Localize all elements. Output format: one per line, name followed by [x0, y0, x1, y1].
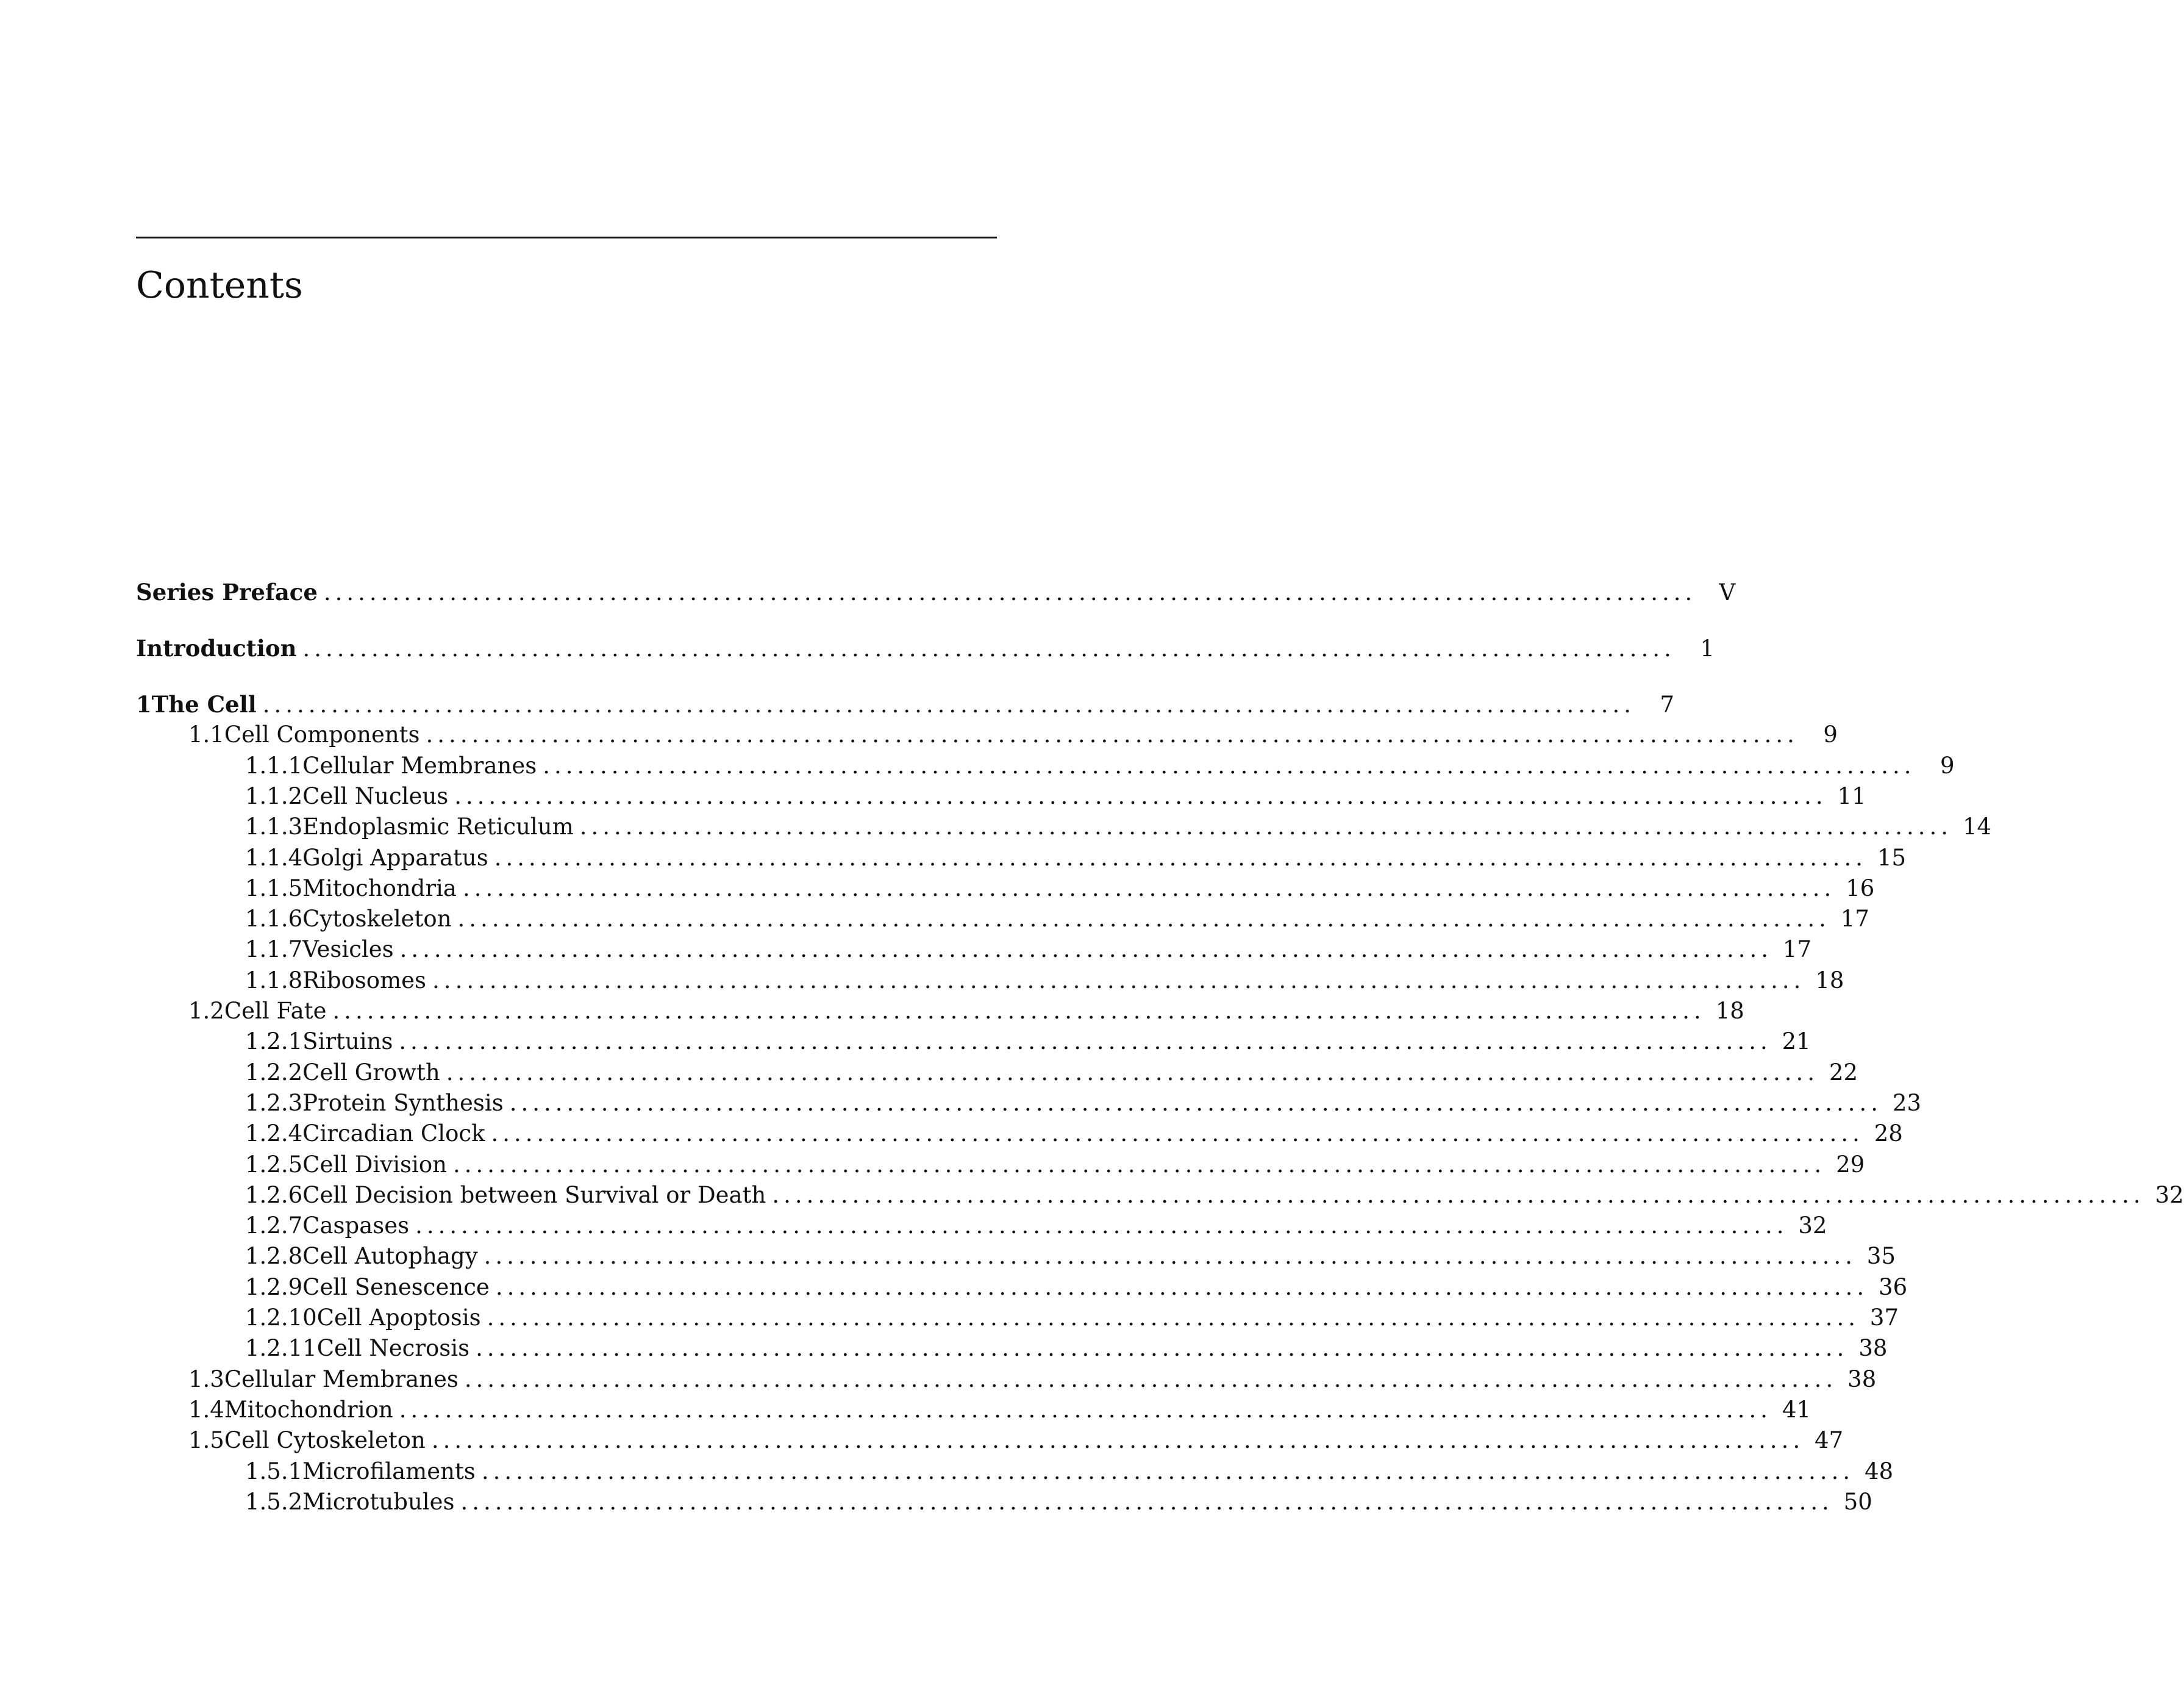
toc-entry-title: Cell Nucleus [302, 782, 449, 809]
toc-entry-title: Cell Apoptosis [316, 1305, 481, 1331]
toc-entry-title: Caspases [302, 1212, 410, 1239]
toc-entry-title: Cellular Membranes [302, 752, 537, 779]
toc-entry-number: 1.5.1 [245, 1458, 303, 1484]
toc-entry-number: 1.2.10 [245, 1305, 317, 1331]
toc-entry[interactable] [136, 633, 1715, 664]
dot-leader: ........................................................................................................................ [491, 1120, 1864, 1147]
toc-entry-title: Endoplasmic Reticulum [302, 814, 574, 840]
toc-entry-page: V [1719, 579, 1736, 606]
toc-entry-title: Cell Division [302, 1151, 447, 1178]
toc-entry-page: 14 [1962, 814, 1992, 840]
toc-entry-number: 1.1.5 [245, 875, 303, 901]
dot-leader: ........................................................................................................................ [457, 906, 1830, 932]
toc-entry[interactable] [245, 1026, 1811, 1057]
toc-entry-number: 1.1 [188, 721, 224, 748]
toc-entry-page: 38 [1847, 1365, 1877, 1392]
toc-entry-page: 41 [1782, 1396, 1811, 1423]
toc-entry-number: 1.2.6 [245, 1181, 303, 1208]
toc-entry[interactable] [245, 873, 1875, 904]
toc-entry-title: Cell Autophagy [302, 1243, 478, 1270]
dot-leader: ........................................................................................................................ [415, 1212, 1788, 1239]
toc-entry-number: 1.2.8 [245, 1243, 303, 1270]
dot-leader: ........................................................................................................................ [579, 814, 1953, 840]
toc-entry-number: 1.1.1 [245, 752, 303, 779]
toc-entry[interactable] [245, 1333, 1888, 1364]
toc-entry-page: 32 [1798, 1212, 1827, 1239]
toc-entry-page: 37 [1869, 1305, 1899, 1331]
toc-entry-page: 35 [1866, 1243, 1896, 1270]
toc-entry-title: Introduction [136, 635, 297, 662]
toc-entry-number: 1.5 [188, 1427, 224, 1454]
dot-leader: ........................................................................................................................ [399, 1028, 1772, 1055]
toc-entry-number: 1.2.5 [245, 1151, 303, 1178]
dot-leader: ........................................................................................................................ [452, 1151, 1826, 1178]
toc-entry-title: Cytoskeleton [302, 906, 452, 932]
dot-leader: ........................................................................................................................ [432, 967, 1805, 993]
dot-leader: ........................................................................................................................ [454, 782, 1827, 809]
toc-entry-page: 21 [1782, 1028, 1811, 1055]
toc-entry-number: 1.1.7 [245, 936, 303, 963]
dot-leader: ........................................................................................................................ [772, 1181, 2145, 1208]
page-title: Contents [136, 264, 303, 307]
toc-entry-number: 1.2.2 [245, 1059, 303, 1086]
toc-entry-page: 38 [1858, 1335, 1888, 1362]
toc-entry-page: 23 [1892, 1089, 1922, 1116]
toc-entry-page: 18 [1815, 967, 1844, 993]
toc-entry-title: Microtubules [302, 1488, 455, 1515]
dot-leader: ........................................................................................................................ [464, 1365, 1838, 1392]
toc-entry-page: 48 [1865, 1458, 1894, 1484]
toc-entry-number: 1.1.3 [245, 814, 303, 840]
toc-entry[interactable] [245, 1211, 1827, 1241]
toc-entry[interactable] [245, 1241, 1896, 1272]
toc-entry-page: 11 [1837, 782, 1866, 809]
dot-leader: ........................................................................................................................ [481, 1458, 1855, 1484]
toc-entry[interactable] [136, 577, 1736, 607]
toc-entry-title: Protein Synthesis [302, 1089, 504, 1116]
toc-entry-number: 1.1.6 [245, 906, 303, 932]
toc-entry-title: Cell Components [224, 721, 420, 748]
dot-leader: ........................................................................................................................ [509, 1089, 1883, 1116]
dot-leader: ........................................................................................................................ [494, 844, 1868, 871]
dot-leader: ........................................................................................................................ [495, 1273, 1869, 1300]
toc-entry-number: 1.2.3 [245, 1089, 303, 1116]
toc-entry-number: 1.2.9 [245, 1273, 303, 1300]
toc-entry-number: 1.2.11 [245, 1335, 317, 1362]
toc-entry-page: 1 [1700, 635, 1715, 662]
toc-entry-page: 17 [1840, 906, 1869, 932]
dot-leader: ........................................................................................................................ [426, 721, 1799, 748]
toc-entry[interactable] [188, 720, 1838, 750]
toc-entry-page: 9 [1823, 721, 1838, 748]
toc-entry-number: 1.1.8 [245, 967, 303, 993]
dot-leader: ........................................................................................................................ [399, 936, 1772, 963]
toc-entry-number: 1.3 [188, 1365, 224, 1392]
dot-leader: ........................................................................................................................ [446, 1059, 1819, 1086]
toc-entry[interactable] [245, 934, 1811, 965]
toc-entry-title: Circadian Clock [302, 1120, 485, 1147]
dot-leader: ........................................................................................................................ [543, 752, 1916, 779]
toc-entry-page: 32 [2155, 1181, 2184, 1208]
toc-entry-page: 15 [1877, 844, 1907, 871]
dot-leader: ........................................................................................................................ [399, 1396, 1772, 1423]
toc-entry-title: Microfilaments [302, 1458, 476, 1484]
toc-entry-page: 9 [1940, 752, 1955, 779]
dot-leader: ........................................................................................................................ [332, 998, 1705, 1024]
toc-entry-title: Cellular Membranes [224, 1365, 459, 1392]
toc-entry-page: 18 [1715, 998, 1744, 1024]
toc-entry-title: Ribosomes [302, 967, 427, 993]
toc-entry-number: 1.1.4 [245, 844, 303, 871]
toc-entry[interactable] [245, 812, 1992, 842]
toc-entry[interactable] [188, 1395, 1811, 1425]
toc-entry[interactable] [245, 1303, 1899, 1333]
toc-entry[interactable] [245, 1272, 1908, 1303]
toc-entry-title: Mitochondria [302, 875, 457, 901]
dot-leader: ........................................................................................................................ [262, 692, 1636, 718]
toc-entry[interactable] [188, 1425, 1844, 1456]
toc-entry[interactable] [245, 1150, 1865, 1180]
toc-entry-page: 36 [1879, 1273, 1908, 1300]
toc-entry-number: 1.5.2 [245, 1488, 303, 1515]
toc-entry-title: Golgi Apparatus [302, 844, 488, 871]
toc-entry-number: 1.1.2 [245, 782, 303, 809]
toc-entry-page: 29 [1836, 1151, 1865, 1178]
dot-leader: ........................................................................................................................ [460, 1488, 1833, 1515]
toc-entry-page: 22 [1829, 1059, 1858, 1086]
toc-entry[interactable] [245, 1456, 1894, 1487]
toc-entry-title: Sirtuins [302, 1028, 393, 1055]
toc-entry-page: 47 [1815, 1427, 1844, 1454]
toc-entry[interactable] [245, 751, 1955, 781]
dot-leader: ........................................................................................................................ [484, 1243, 1857, 1270]
toc-entry[interactable] [245, 781, 1866, 812]
dot-leader: ........................................................................................................................ [431, 1427, 1805, 1454]
dot-leader: ........................................................................................................................ [462, 875, 1836, 901]
toc-entry[interactable] [245, 1088, 1922, 1119]
toc-entry-page: 50 [1843, 1488, 1872, 1515]
toc-entry[interactable] [245, 1119, 1903, 1149]
dot-leader: ........................................................................................................................ [487, 1305, 1860, 1331]
toc-entry-number: 1.2.7 [245, 1212, 303, 1239]
toc-entry-title: Vesicles [302, 936, 394, 963]
toc-entry-page: 7 [1660, 692, 1675, 718]
dot-leader: ........................................................................................................................ [302, 635, 1675, 662]
toc-entry-title: Cell Decision between Survival or Death [302, 1181, 766, 1208]
dot-leader: ........................................................................................................................ [323, 579, 1697, 606]
toc-entry-number: 1.2.1 [245, 1028, 303, 1055]
toc-entry[interactable] [188, 1364, 1877, 1395]
toc-entry[interactable] [245, 1180, 2184, 1211]
toc-entry-title: Cell Senescence [302, 1273, 490, 1300]
toc-entry-title: The Cell [151, 691, 257, 718]
toc-entry-page: 17 [1782, 936, 1811, 963]
toc-entry[interactable] [188, 996, 1744, 1026]
toc-entry[interactable] [245, 904, 1869, 934]
toc-entry[interactable] [245, 1487, 1872, 1517]
toc-entry-title: Series Preface [136, 579, 318, 606]
dot-leader: ........................................................................................................................ [476, 1335, 1849, 1362]
toc-entry-title: Cell Growth [302, 1059, 440, 1086]
toc-entry-number: 1.2.4 [245, 1120, 303, 1147]
toc-entry-number: 1 [136, 691, 152, 718]
toc-entry[interactable] [245, 965, 1844, 996]
toc-entry[interactable] [136, 689, 1675, 720]
toc-entry-page: 16 [1846, 875, 1875, 901]
toc-entry-number: 1.4 [188, 1396, 224, 1423]
toc-entry-page: 28 [1874, 1120, 1903, 1147]
toc-entry-title: Cell Fate [224, 998, 327, 1024]
toc-entry-title: Cell Necrosis [316, 1335, 470, 1362]
toc-entry[interactable] [245, 843, 1907, 873]
toc-entry-number: 1.2 [188, 998, 224, 1024]
toc-entry-title: Cell Cytoskeleton [224, 1427, 426, 1454]
toc-entry-title: Mitochondrion [224, 1396, 393, 1423]
toc-entry[interactable] [245, 1058, 1858, 1088]
